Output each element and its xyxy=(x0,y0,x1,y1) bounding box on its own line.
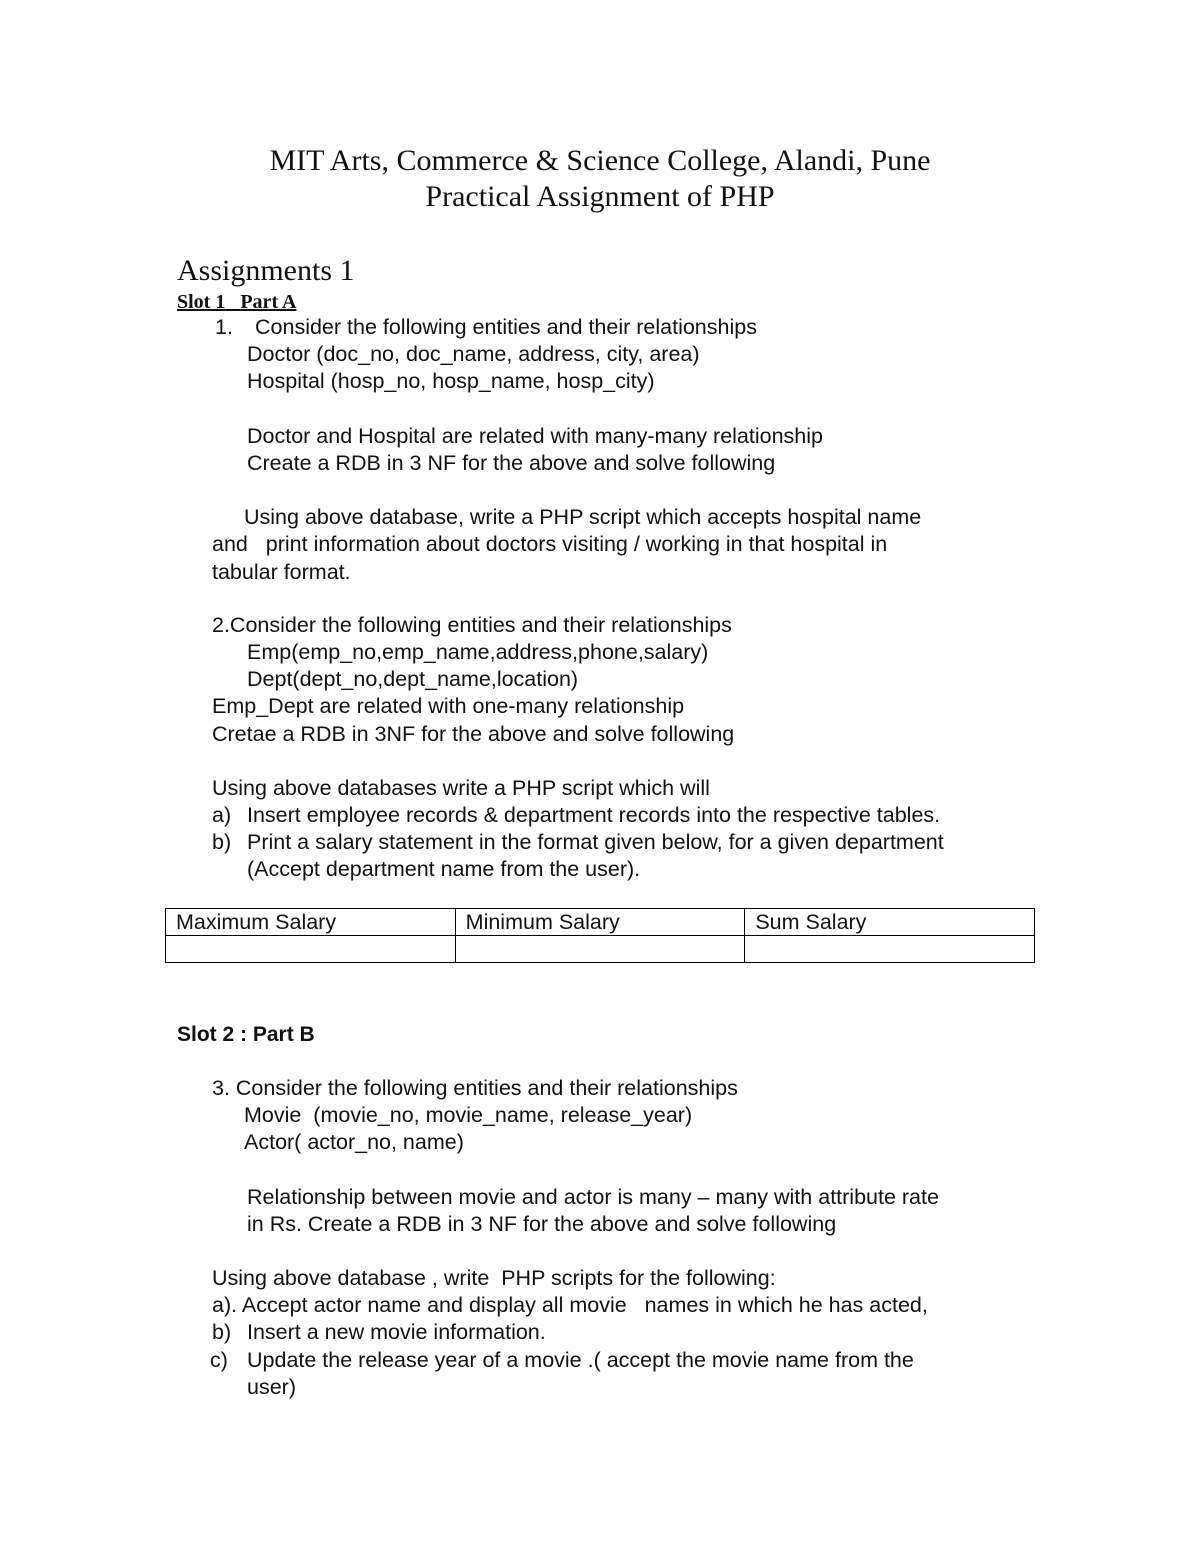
q2-intro: 2.Consider the following entities and their relationships xyxy=(212,613,732,637)
q1-create: Create a RDB in 3 NF for the above and solve following xyxy=(247,451,776,475)
header-minimum-salary: Minimum Salary xyxy=(455,909,745,936)
slot1-label: Slot 1 xyxy=(177,291,226,313)
q3-item-c-text-line1: Update the release year of a movie .( accept the movie name from the xyxy=(247,1348,914,1372)
q1-number: 1. xyxy=(215,315,233,339)
header-maximum-salary: Maximum Salary xyxy=(166,909,456,936)
q2-create: Cretae a RDB in 3NF for the above and solve following xyxy=(212,722,735,746)
q2-entity-dept: Dept(dept_no,dept_name,location) xyxy=(247,667,579,691)
q1-entity-hospital: Hospital (hosp_no, hosp_name, hosp_city) xyxy=(247,369,655,393)
q3-intro: 3. Consider the following entities and their relationships xyxy=(212,1076,738,1100)
header-sum-salary: Sum Salary xyxy=(745,909,1035,936)
q2-relation: Emp_Dept are related with one-many relationship xyxy=(212,694,685,718)
college-name: MIT Arts, Commerce & Science College, Alandi, Pune xyxy=(269,144,931,177)
q2-item-a-text: Insert employee records & department records into the respective tables. xyxy=(247,803,941,827)
q3-item-b-marker: b) xyxy=(212,1320,232,1344)
q1-entity-doctor: Doctor (doc_no, doc_name, address, city, area) xyxy=(247,342,700,366)
q1-task-line3: tabular format. xyxy=(212,560,351,584)
q3-item-c-text-line2: user) xyxy=(247,1375,296,1399)
q3-item-b-text: Insert a new movie information. xyxy=(247,1320,546,1344)
q3-relation-line2: in Rs. Create a RDB in 3 NF for the above and solve following xyxy=(247,1212,837,1236)
q3-relation-line1: Relationship between movie and actor is many – many with attribute rate xyxy=(247,1185,939,1209)
table-row xyxy=(166,936,1035,963)
q3-entity-actor: Actor( actor_no, name) xyxy=(244,1130,464,1154)
q2-entity-emp: Emp(emp_no,emp_name,address,phone,salary) xyxy=(247,640,709,664)
q2-item-b-text-line1: Print a salary statement in the format given below, for a given department xyxy=(247,830,944,854)
q3-item-a: a). Accept actor name and display all movie names in which he has acted, xyxy=(212,1293,928,1317)
table-header-row xyxy=(166,909,1035,936)
q1-intro: Consider the following entities and their relationships xyxy=(255,315,757,339)
table-cell xyxy=(166,936,456,963)
table-cell xyxy=(745,936,1035,963)
q3-task-intro: Using above database , write PHP scripts for the following: xyxy=(212,1266,776,1290)
assignment-title: Assignments 1 xyxy=(177,254,355,287)
q1-task-line1: Using above database, write a PHP script which accepts hospital name xyxy=(244,505,922,529)
q2-item-a-marker: a) xyxy=(212,803,232,827)
slot1-heading xyxy=(177,288,296,316)
q3-item-c-marker: c) xyxy=(210,1348,228,1372)
table-cell xyxy=(455,936,745,963)
q3-entity-movie: Movie (movie_no, movie_name, release_year) xyxy=(244,1103,693,1127)
q2-item-b-text-line2: (Accept department name from the user). xyxy=(247,857,641,881)
q1-task-line2: and print information about doctors visiting / working in that hospital in xyxy=(212,532,888,556)
slot1-part: Part A xyxy=(240,291,297,313)
document-subtitle: Practical Assignment of PHP xyxy=(425,180,775,213)
slot2-heading: Slot 2 : Part B xyxy=(177,1023,315,1046)
q2-task-intro: Using above databases write a PHP script which will xyxy=(212,776,710,800)
q2-item-b-marker: b) xyxy=(212,830,232,854)
salary-statement-table xyxy=(165,908,1035,963)
q1-relation: Doctor and Hospital are related with many-many relationship xyxy=(247,424,823,448)
